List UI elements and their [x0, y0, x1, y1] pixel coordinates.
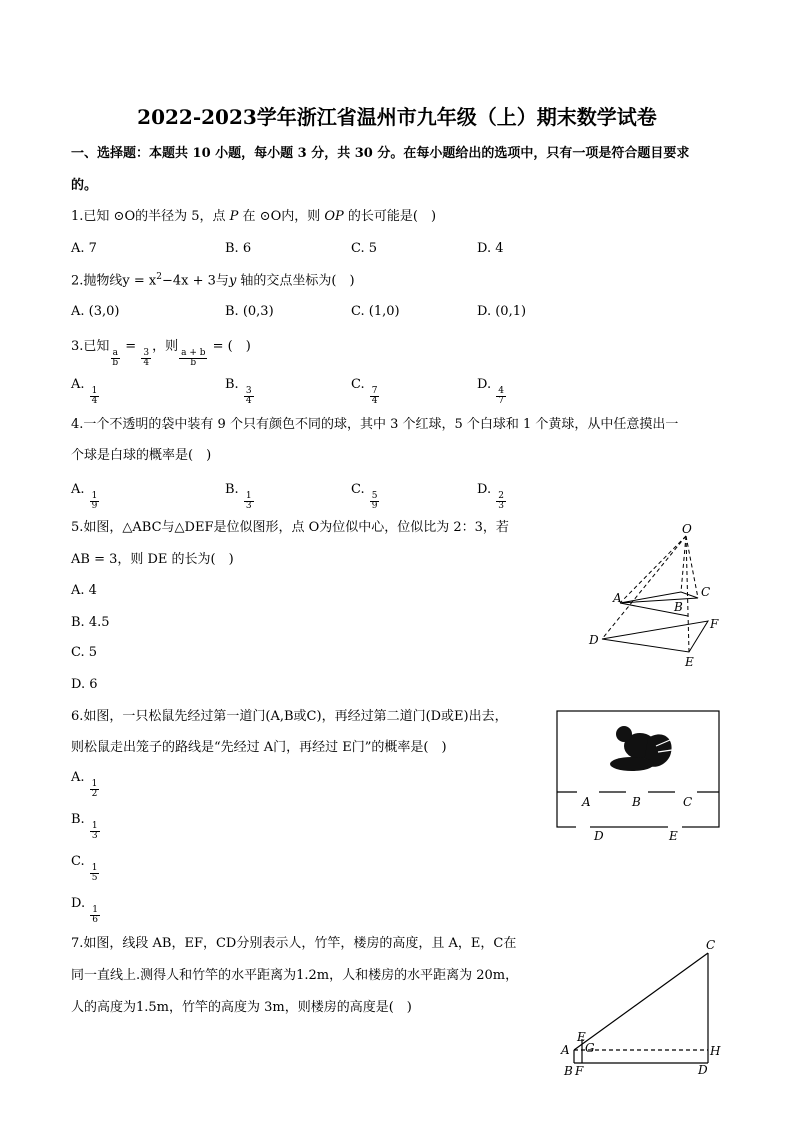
q1-option-d: D. 4 [477, 241, 504, 256]
q1-option-a: A. 7 [71, 241, 97, 256]
gate-label-E: E [669, 829, 678, 843]
label-B: B [564, 1064, 573, 1078]
q4-option-b: B. $\frac{1}{3}$ [225, 482, 252, 512]
question-6-line1: 6.如图，一只松鼠先经过第一道门(A,B或C)，再经过第二道门(D或E)出去， [71, 709, 508, 724]
label-E: E [577, 1030, 586, 1044]
question-4-line2: 个球是白球的概率是( ) [71, 448, 212, 463]
label-H: H [710, 1044, 721, 1058]
gate-label-A: A [582, 795, 591, 809]
label-A: A [613, 591, 622, 605]
squirrel-icon [610, 726, 672, 771]
question-1: 1.已知 ⊙O的半径为 5，点 P 在 ⊙O内，则 OP 的长可能是( ) [71, 209, 437, 224]
label-B: B [674, 600, 683, 614]
label-E: E [685, 655, 694, 669]
q5-option-b: B. 4.5 [71, 615, 110, 630]
q3-option-b: B. $\frac{3}{4}$ [225, 377, 252, 407]
similar-triangles-figure [580, 516, 730, 674]
question-4-line1: 4.一个不透明的袋中装有 9 个只有颜色不同的球，其中 3 个红球，5 个白球和 1 个黄球，从中任意摸出一 [71, 417, 679, 432]
question-7-line1: 7.如图，线段 AB，EF，CD分别表示人，竹竿，楼房的高度，且 A，E，C在 [71, 936, 517, 951]
q6-option-c: C. $\frac{1}{5}$ [71, 854, 98, 884]
label-F: F [710, 617, 719, 631]
gate-label-D: D [594, 829, 604, 843]
q2-option-a: A. (3,0) [71, 304, 120, 319]
label-D: D [698, 1063, 708, 1077]
q1-option-b: B. 6 [225, 241, 252, 256]
q2-option-d: D. (0,1) [477, 304, 527, 319]
circle-symbol: ⊙ [259, 209, 271, 224]
q5-option-c: C. 5 [71, 645, 98, 660]
label-C: C [706, 938, 716, 952]
fraction: $\frac{3}{4}$ [143, 348, 150, 369]
q2-option-c: C. (1,0) [351, 304, 400, 319]
q2-option-b: B. (0,3) [225, 304, 274, 319]
question-5-line1: 5.如图，△ABC与△DEF是位似图形，点 O为位似中心，位似比为 2：3，若 [71, 520, 509, 535]
page-title: 2022-2023学年浙江省温州市九年级（上）期末数学试卷 [137, 105, 657, 129]
question-7-line3: 人的高度为1.5m，竹竿的高度为 3m，则楼房的高度是( ) [71, 1000, 412, 1015]
question-3: 3.已知 $\frac{a}{b}$ = $\frac{3}{4}$ ，则 $\frac{a + b}{b}$ = ( ) [71, 339, 251, 369]
section-heading-line2: 的。 [71, 178, 98, 193]
label-F: F [575, 1064, 584, 1078]
q4-option-a: A. $\frac{1}{9}$ [71, 482, 98, 512]
q6-option-d: D. $\frac{1}{6}$ [71, 896, 98, 926]
label-A: A [561, 1043, 570, 1057]
circle-symbol: ⊙ [113, 209, 125, 224]
question-2: 2.抛物线$y = x^2-4x + 3$与y 轴的交点坐标为( ) [71, 272, 355, 289]
fraction: $\frac{a + b}{b}$ [181, 348, 206, 369]
q1-option-c: C. 5 [351, 241, 378, 256]
q6-option-b: B. $\frac{1}{3}$ [71, 812, 98, 842]
gate-label-B: B [632, 795, 641, 809]
question-6-line2: 则松鼠走出笼子的路线是“先经过 A门，再经过 E门”的概率是( ) [71, 740, 447, 755]
q3-option-d: D. $\frac{4}{7}$ [477, 377, 504, 407]
label-C: C [701, 585, 711, 599]
q6-option-a: A. $\frac{1}{2}$ [71, 770, 98, 800]
fraction: $\frac{a}{b}$ [112, 348, 119, 369]
squirrel-cage-figure [552, 706, 724, 846]
q4-option-d: D. $\frac{2}{3}$ [477, 482, 504, 512]
question-7-line2: 同一直线上.测得人和竹竿的水平距离为1.2m，人和楼房的水平距离为 20m， [71, 968, 519, 983]
q3-option-c: C. $\frac{7}{4}$ [351, 377, 378, 407]
section-heading-line1: 一、选择题：本题共 10 小题，每小题 3 分，共 30 分。在每小题给出的选项中，只有一项是符合题目要求 [71, 146, 690, 161]
gate-label-C: C [683, 795, 693, 809]
label-D: D [589, 633, 599, 647]
q5-option-d: D. 6 [71, 677, 98, 692]
question-5-line2: AB = 3，则 DE 的长为( ) [71, 552, 234, 567]
label-G: G [585, 1041, 595, 1055]
building-height-figure [556, 935, 726, 1080]
q5-option-a: A. 4 [71, 583, 97, 598]
q4-option-c: C. $\frac{5}{9}$ [351, 482, 378, 512]
q3-option-a: A. $\frac{1}{4}$ [71, 377, 98, 407]
label-O: O [682, 522, 692, 536]
